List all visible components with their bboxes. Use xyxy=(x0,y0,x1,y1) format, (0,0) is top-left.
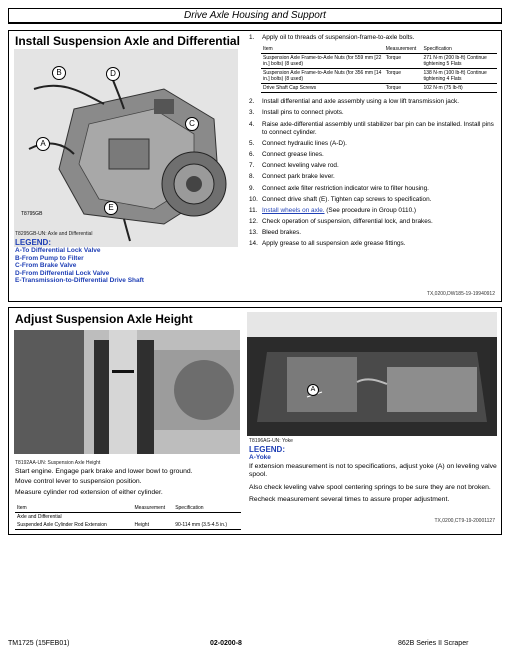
yoke-caption: T8196AG-UN: Yoke xyxy=(249,438,293,444)
adjust-left-text xyxy=(15,468,241,499)
legend-item: A-To Differential Lock Valve xyxy=(15,247,101,254)
install-steps xyxy=(249,34,497,252)
install-section xyxy=(8,30,502,302)
section2-ref: TX,0200,CT9-19-20001127 xyxy=(434,518,495,524)
torque-spec-table: Item Measurement Specification Suspension Axle Frame-to-Axle Nuts (for 559 mm [22 in.] bolts) (8 used) Torque 271 N·m (200 lb-ft) Continue tightening 5 Flats Suspension Axle Frame-to-Axle Nuts (for 356 mm [14 in.] bolts) (8 used) Torque 138 N·m (100 lb-ft) Continue tightening 4 Flats Drive Shaft Cap Screws Torque 102 N·m (75 lb-ft) xyxy=(261,45,497,93)
figure-code: T8795GB xyxy=(21,211,43,217)
table-row: Suspended Axle Cylinder Rod Extension Height 90-114 mm (3.5-4.5 in.) xyxy=(15,521,241,530)
callout-d: D xyxy=(106,67,120,81)
install-section-title: Install Suspension Axle and Differential xyxy=(15,34,240,48)
yoke-legend-title: LEGEND: xyxy=(249,445,285,454)
callout-a: A xyxy=(36,137,50,151)
adjust-step: Measure cylinder rod extension of either cylinder. xyxy=(15,488,163,496)
legend-item: E-Transmission-to-Differential Drive Shaft xyxy=(15,277,144,284)
step-item: 2. Install differential and axle assembly using a low lift transmission jack. xyxy=(249,98,460,106)
adjust-note: Also check leveling valve spool centering springs to be sure they are not broken. xyxy=(249,483,491,491)
page-header-title: Drive Axle Housing and Support xyxy=(184,10,326,21)
footer-left: TM1725 (15FEB01) xyxy=(8,640,70,647)
page-header xyxy=(8,8,502,24)
step-item: 8. Connect park brake lever. xyxy=(249,173,335,181)
step-item: 11. Install wheels on axle. (See procedure in Group 0110.) xyxy=(249,206,417,214)
legend-item: C-From Brake Valve xyxy=(15,262,77,269)
adjust-right-text xyxy=(249,463,497,508)
axle-height-caption: T8192AA-UN: Suspension Axle Height xyxy=(15,460,101,466)
step-item: 3. Install pins to connect pivots. xyxy=(249,109,344,117)
footer-right: 862B Series II Scraper xyxy=(398,640,469,647)
adjust-section-title: Adjust Suspension Axle Height xyxy=(15,312,193,326)
step-item: 7. Connect leveling valve rod. xyxy=(249,162,339,170)
step-item: 1. Apply oil to threads of suspension-frame-to-axle bolts. xyxy=(249,34,415,41)
adjust-step: Move control lever to suspension position. xyxy=(15,478,142,486)
callout-c: C xyxy=(185,117,199,131)
section1-ref: TX,0200,DW185-19-19940912 xyxy=(426,291,495,297)
install-wheels-link[interactable]: Install wheels on axle. xyxy=(262,206,325,214)
yoke-callout-a: A xyxy=(307,384,319,396)
adjust-section xyxy=(8,307,502,535)
axle-height-figure xyxy=(14,330,240,454)
axle-height-photo xyxy=(14,330,240,454)
yoke-figure xyxy=(247,312,497,436)
adjust-step: Start engine. Engage park brake and lower bowl to ground. xyxy=(15,468,193,475)
step-item: 10. Connect drive shaft (E). Tighten cap screws to specification. xyxy=(249,195,432,203)
callout-e: E xyxy=(104,201,118,215)
legend-item: B-From Pump to Filter xyxy=(15,254,84,262)
legend-list xyxy=(15,247,144,285)
table-row: Drive Shaft Cap Screws Torque 102 N·m (75 lb-ft) xyxy=(261,84,497,93)
step-item: 13. Bleed brakes. xyxy=(249,229,302,237)
step-item: 14. Apply grease to all suspension axle grease fittings. xyxy=(249,240,406,248)
step-item: 6. Connect grease lines. xyxy=(249,150,324,158)
table-row: Suspension Axle Frame-to-Axle Nuts (for 559 mm [22 in.] bolts) (8 used) Torque 271 N·m (200 lb-ft) Continue tightening 5 Flats xyxy=(261,54,497,69)
table-row: Suspension Axle Frame-to-Axle Nuts (for 356 mm [14 in.] bolts) (8 used) Torque 138 N·m (100 lb-ft) Continue tightening 4 Flats xyxy=(261,69,497,84)
adjust-note: Recheck measurement several times to assure proper adjustment. xyxy=(249,495,450,503)
footer-page-number: 02-0200-8 xyxy=(210,640,242,647)
yoke-photo xyxy=(247,312,497,436)
adjust-note: If extension measurement is not to specifications, adjust yoke (A) on leveling valve spool. xyxy=(249,463,497,479)
step-item: 4. Raise axle-differential assembly until stabilizer bar pin can be installed. Install pins to connect cylinder. xyxy=(249,120,494,136)
step-item: 5. Connect hydraulic lines (A-D). xyxy=(249,139,347,147)
step-item: 9. Connect axle filter restriction indicator wire to filter housing. xyxy=(249,184,429,192)
yoke-legend-item: A-Yoke xyxy=(249,454,271,461)
callout-b: B xyxy=(52,66,66,80)
legend-title: LEGEND: xyxy=(15,238,51,247)
step-item: 12. Check operation of suspension, differential lock, and brakes. xyxy=(249,218,433,226)
height-spec-table: Item Measurement Specification Axle and Differential Suspended Axle Cylinder Rod Extension Height 90-114 mm (3.5-4.5 in.) xyxy=(15,504,241,530)
axle-differential-caption: T8295GB-UN: Axle and Differential xyxy=(15,231,93,237)
legend-item: D-From Differential Lock Valve xyxy=(15,269,110,277)
